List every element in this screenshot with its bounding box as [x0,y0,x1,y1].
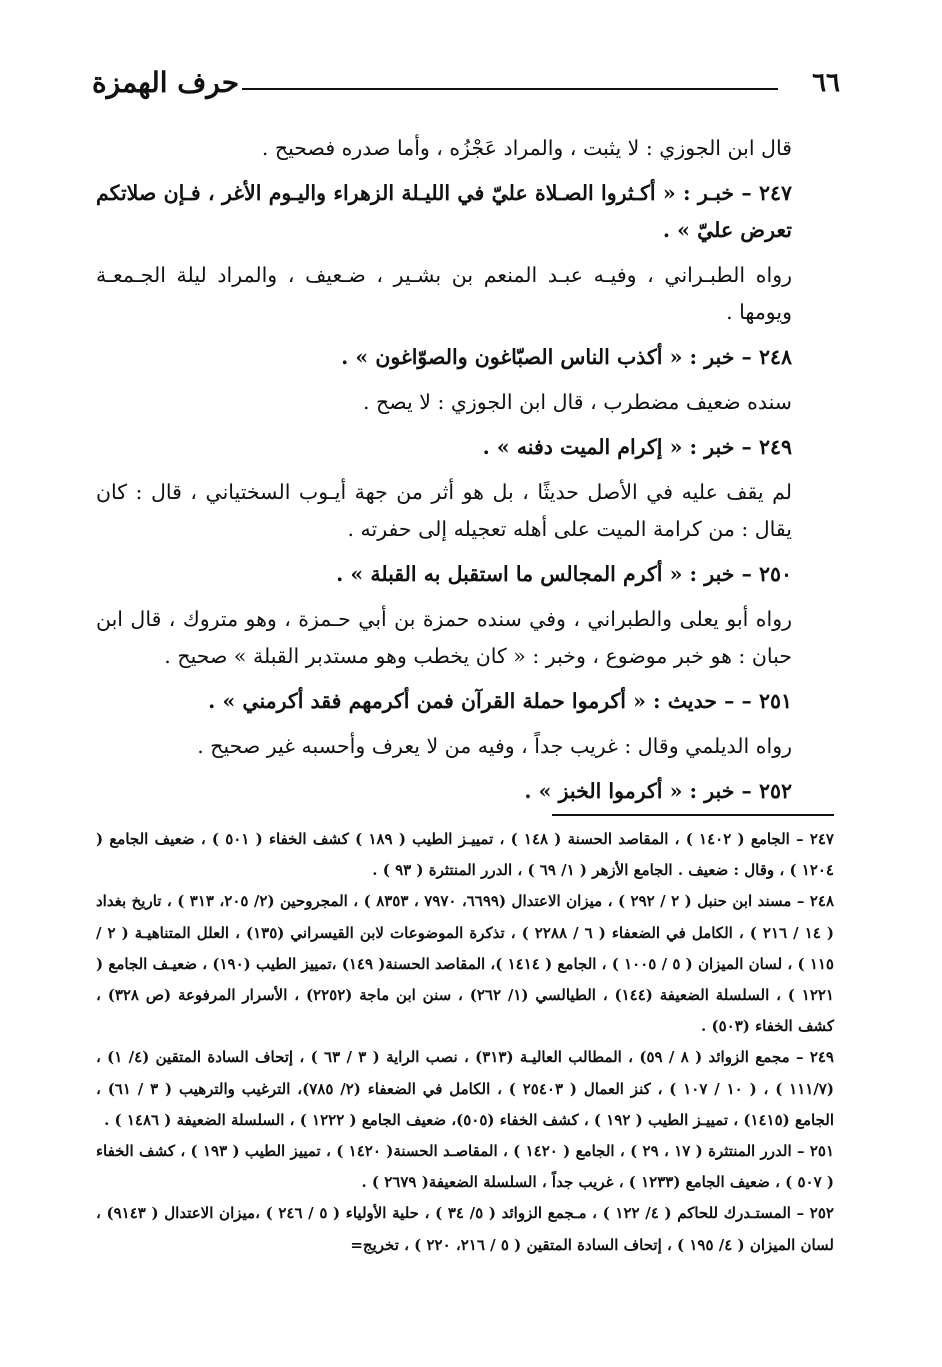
footnotes [96,824,834,1261]
paragraph-246-commentary: قال ابن الجوزي : لا يثبت ، والمراد عَجْزُه ، وأما صدره فصحيح . [261,136,792,160]
paragraph-247-commentary: رواه الطبـراني ، وفيـه عبـد المنعم بن بشـير ، ضـعيف ، والمراد ليلة الجـمعـة ويومها . [96,263,792,324]
footnote-249: ٢٤٩ – مجمع الزوائد ( ٨ / ٥٩) ، المطالب العاليـة (٣١٣) ، نصب الراية ( ٣ / ٦٣ ) ، إتحاف السادة المتقين (٤/ ١) ، (١١١/٧ ) ، ( ١٠ / ١٠٧ ) ، كنز العمال ( ٢٥٤٠٣ ) ، الكامل في الضعفاء (٢/ ٧٨٥)، الترغيب والترهيب ( ٣ / ٦١) ، الجامع (١٤١٥) ، تمييـز الطيب ( ١٩٢ ) ، كشف الخفاء (٥٠٥)، ضعيف الجامع ( ١٢٢٢ ) ، السلسلة الضعيفة ( ١٤٨٦ ) . [96,1048,834,1129]
paragraph-251-commentary: رواه الديلمي وقال : غريب جداً ، وفيه من لا يعرف وأحسبه غير صحيح . [197,734,792,758]
page-number: ٦٦ [812,68,840,98]
main-text [96,130,834,810]
paragraph-249-commentary: لم يقف عليه في الأصل حديثًا ، بل هو أثر من جهة أيـوب السختياني ، قال : كان يقال : من كرامة الميت على أهله تعجيله إلى حفرته . [96,480,792,541]
entry-248: ٢٤٨ – خبر : « أكذب الناس الصبّاغون والصوّاغون » . [341,345,792,369]
header-rule [242,88,778,90]
entry-252: ٢٥٢ – خبر : « أكرموا الخبز » . [524,779,792,803]
paragraph-248-commentary: سنده ضعيف مضطرب ، قال ابن الجوزي : لا يصح . [362,390,792,414]
entry-250: ٢٥٠ – خبر : « أكرم المجالس ما استقبل به القبلة » . [336,562,792,586]
running-title: حرف الهمزة [92,66,240,99]
paragraph-250-commentary: رواه أبو يعلى والطبراني ، وفي سنده حمزة بن أبي حـمزة ، وهو متروك ، قال ابن حبان : هو خبر موضوع ، وخبر : « كان يخطب وهو مستدبر القبلة » صحيح . [96,607,792,668]
footnote-252: ٢٥٢ – المستـدرك للحاكم ( ٤/ ١٢٢ ) ، مـجمع الزوائد ( ٥/ ٣٤ ) ، حلية الأولياء ( ٥ / ٢٤٦ ) ،ميزان الاعتدال ( ٩١٤٣) ، لسان الميزان ( ٤/ ١٩٥ ) ، إتحاف السادة المتقين ( ٥ / ٢١٦، ٢٢٠ ) ، تخريج= [96,1204,834,1254]
page-header [92,62,840,102]
footnote-247: ٢٤٧ – الجامع ( ١٤٠٢ ) ، المقاصد الحسنة ( ١٤٨ ) ، تمييـز الطيب ( ١٨٩ ) كشف الخفاء ( ٥٠١ ) ، ضعيف الجامع ( ١٢٠٤ ) ، وقال : ضعيف . الجامع الأزهر ( ١/ ٦٩ ) ، الدرر المنتثرة ( ٩٣ ) . [96,830,834,880]
entry-249: ٢٤٩ – خبر : « إكرام الميت دفنه » . [482,435,792,459]
entry-251: ٢٥١ – – حديث : « أكرموا حملة القرآن فمن أكرمهم فقد أكرمني » . [208,689,792,713]
footnote-248: ٢٤٨ – مسند ابن حنبل ( ٢ / ٢٩٢ ) ، ميزان الاعتدال (٦٦٩٩، ٧٩٧٠ ، ٨٣٥٣ ) ، المجروحين (٢/ ٢٠٥، ٣١٣ ) ، تاريخ بغداد ( ١٤ / ٢١٦ ) ، الكامل في الضعفاء ( ٦ / ٢٢٨٨ ) ، تذكرة الموضوعات لابن القيسراني (١٣٥) ، العلل المتناهيـة ( ٢ / ١١٥ ) ، لسان الميزان ( ٥ / ١٠٠٥ ) ، الجامع ( ١٤١٤ )، المقاصد الحسنة( ١٤٩) ،تمييز الطيب (١٩٠) ، ضعيـف الجامع ( ١٢٢١ ) ، السلسلة الضعيفة (١٤٤) ، الطيالسي (١/ ٢٦٢) ، سنن ابن ماجة (٢٢٥٢) ، الأسرار المرفوعة (ص ٣٢٨) ، كشف الخفاء (٥٠٣) . [96,892,834,1036]
footnote-251: ٢٥١ – الدرر المنتثرة ( ١٧ ، ٢٩ ) ، الجامع ( ١٤٢٠ ) ، المقاصـد الحسنة( ١٤٢٠ ) ، تمييز الطيب ( ١٩٣ ) ، كشف الخفاء ( ٥٠٧ ) ، ضعيف الجامع (١٢٣٣ ) ، غريب جداً ، السلسلة الضعيفة( ٢٦٧٩ ) . [96,1142,834,1192]
footnote-rule [552,814,834,816]
entry-247: ٢٤٧ – خبـر : « أكـثروا الصـلاة عليّ في الليـلة الزهراء واليـوم الأغر ، فـإن صلاتكم تعرض عليّ » . [96,181,792,242]
